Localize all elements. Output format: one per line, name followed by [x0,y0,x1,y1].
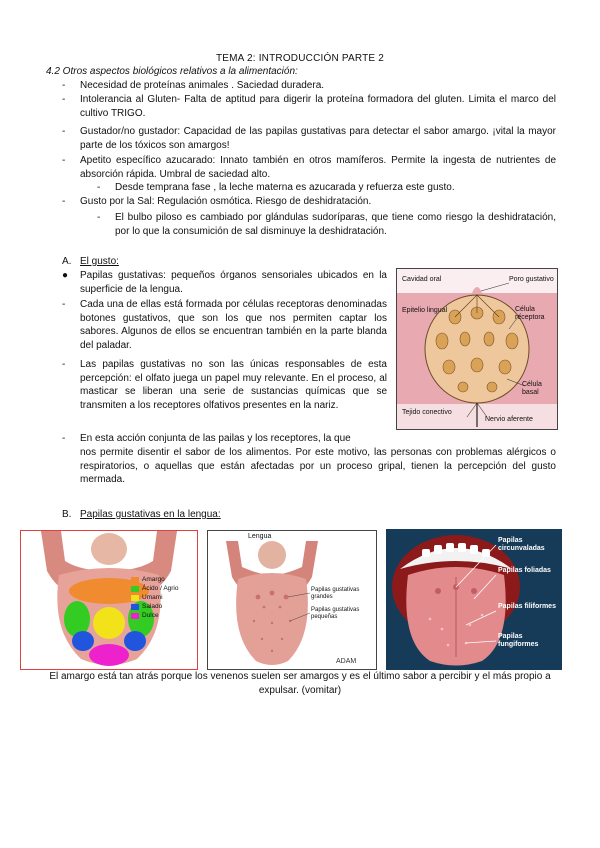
list-item: El bulbo piloso es cambiado por glándulas sudoríparas, que tiene como riesgo la deshidratación, por lo que la consumición de sal disminuye la deshidratación. [115,212,556,237]
diagram-label: Papilas gustativas grandes [311,587,360,600]
photo-label: Papilas circunvaladas [498,537,545,552]
list-item: Papilas gustativas: pequeños órganos sensoriales ubicados en la superficie de la lengua. [80,270,387,295]
legend-swatch [131,577,139,583]
tongue-papillae-diagram [207,530,377,670]
tongue-taste-map-figure [20,530,198,670]
section-heading: Papilas gustativas en la lengua: [80,509,221,520]
section-marker: A. [62,256,72,267]
legend-swatch [131,613,139,619]
photo-label: Papilas fungiformes [498,633,539,648]
photo-label: Papilas foliadas [498,567,551,574]
bullet-dash: - [62,155,66,166]
adam-watermark: ADAM [336,658,357,665]
figure-label: Célula basal [522,381,542,396]
bullet-dash: - [62,433,66,444]
bullet-dash: - [62,359,66,370]
list-item: Apetito específico azucarado: Innato también en otros mamíferos. Permite la ingesta de nutrientes de absorción rápida. Umbral de saciedad alto. [80,155,556,180]
legend-swatch [131,595,139,601]
list-item: Desde temprana fase , la leche materna es azucarada y refuerza este gusto. [115,182,455,193]
diagram-label: Papilas gustativas pequeñas [311,607,360,620]
legend-swatch [131,604,139,610]
legend-item [131,593,179,602]
list-item: Gustador/no gustador: Capacidad de las papilas gustativas para detectar el sabor amargo. ¡vital la mayor parte de los tóxicos son amargos! [80,126,556,151]
tongue-papillae-photo [386,529,562,670]
list-item: Necesidad de proteínas animales . Saciedad duradera. [80,80,325,91]
legend-item [131,602,179,611]
section-marker: B. [62,509,72,520]
list-item: Cada una de ellas está formada por células receptoras denominadas botones gustativos, que son los que nos permiten captar los sabores. Algunos de ellos se encuentran también en la parte blanda del paladar. [80,299,387,351]
figure-label: Epitelio lingual [402,307,448,314]
bullet-dot: ● [62,270,69,281]
photo-label: Papilas filiformes [498,603,556,610]
legend-label: Umami [142,593,163,601]
list-item: Las papilas gustativas no son las únicas responsables de esta percepción: el olfato juega un papel muy relevante. En el proceso, al masticar se liberan una serie de sustancias químicas que se transmiten a los receptores olfativos presentes en la nariz. [80,359,387,411]
list-item: Gusto por la Sal: Regulación osmótica. Riesgo de deshidratación. [80,196,372,207]
section-subtitle: 4.2 Otros aspectos biológicos relativos a la alimentación: [46,66,298,77]
list-item-continuation: nos permite disentir el sabor de los alimentos. Por este motivo, las personas con problemas alérgicos o respiratorios, o aquellas que están afectadas por un proceso gripal, tienen la percepción del gusto mermada. [80,447,556,485]
diagram-title: Lengua [248,533,272,540]
page-title: TEMA 2: INTRODUCCIÓN PARTE 2 [215,53,385,64]
legend-label: Dulce [142,611,159,619]
taste-bud-figure [396,268,558,430]
legend-item [131,584,179,593]
bullet-dash: - [97,212,101,223]
figure-label: Nervio aferente [485,416,533,423]
bullet-dash: - [97,182,101,193]
legend-label: Ácido / Agrio [142,584,179,592]
tongue-legend [131,575,179,620]
list-item: En esta acción conjunta de las pailas y los receptores, la que [80,433,351,444]
section-heading: El gusto: [80,256,119,267]
legend-swatch [131,586,139,592]
legend-label: Amargo [142,575,165,583]
legend-item [131,575,179,584]
bullet-dash: - [62,94,66,105]
bullet-dash: - [62,126,66,137]
figure-label: Célula receptora [515,306,545,321]
list-item: Intolerancia al Gluten- Falta de aptitud para digerir la proteína formadora del gluten. Limita el marco del cultivo TRIGO. [80,94,556,119]
bullet-dash: - [62,299,66,310]
bullet-dash: - [62,196,66,207]
figure-label: Poro gustativo [509,276,554,283]
legend-item [131,611,179,620]
figure-label: Cavidad oral [402,276,442,283]
figure-caption: El amargo está tan atrás porque los venenos suelen ser amargos y es el último sabor a percibir y el más propio a expulsar. (vomitar) [49,671,551,696]
legend-label: Salado [142,602,163,610]
figure-label: Tejido conectivo [402,409,452,416]
bullet-dash: - [62,80,66,91]
